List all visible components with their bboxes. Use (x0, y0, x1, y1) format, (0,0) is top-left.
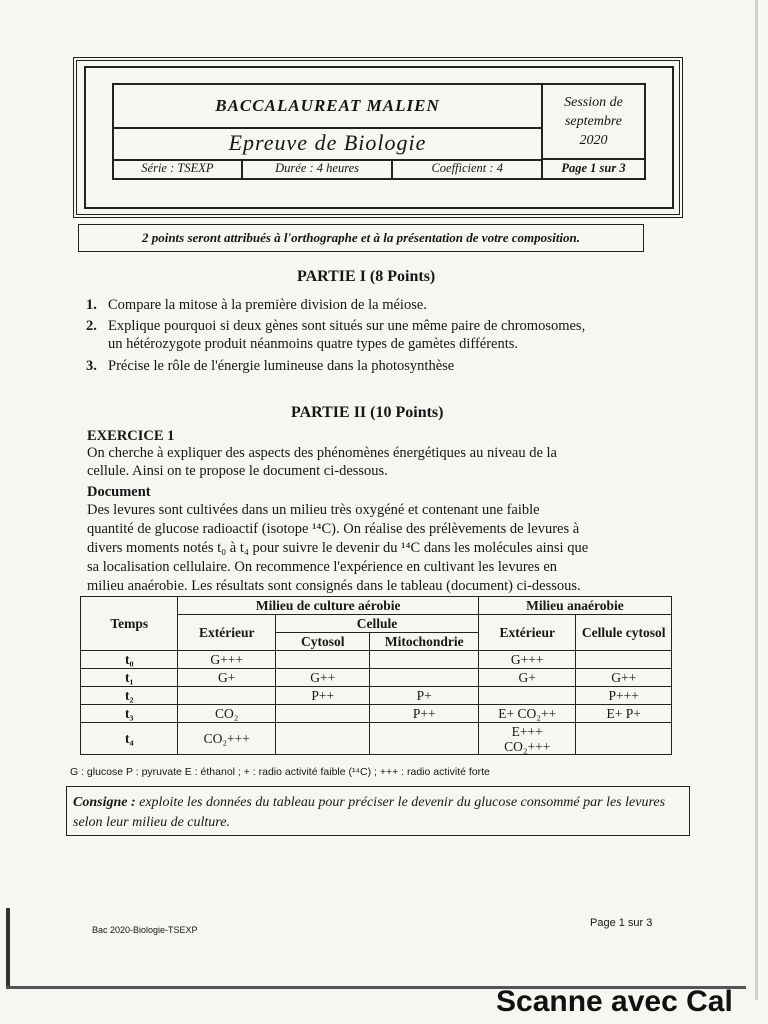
header-anaerobie: Milieu anaérobie (478, 597, 671, 615)
consigne-label: Consigne : (73, 795, 136, 810)
question-text: Compare la mitose à la première division de la méiose. (108, 297, 427, 313)
exterieur-anaerobie-cell: E+ CO₂++ (478, 705, 575, 723)
cytosol-cell: P++ (275, 687, 369, 705)
cytosol-cell: G++ (275, 669, 369, 687)
mitochondrie-cell (370, 651, 479, 669)
cytosol-anaerobie-cell: E+ P+ (576, 705, 672, 723)
question-text: Précise le rôle de l'énergie lumineuse dans la photosynthèse (108, 358, 455, 374)
header-right (543, 85, 644, 178)
session-line-3: 2020 (579, 133, 608, 148)
time-cell: t₃ (81, 705, 178, 723)
document-line-3: divers moments notés t₀ à t₄ pour suivre le devenir du ¹⁴C dans les molécules ainsi que (87, 540, 589, 556)
subject-title: Epreuve de Biologie (114, 127, 541, 161)
exterieur-cell: G+++ (178, 651, 275, 669)
exterieur-anaerobie-cell (478, 687, 575, 705)
session-line-1: Session de (564, 95, 623, 110)
cytosol-cell (275, 723, 369, 755)
question-number: 3. (86, 358, 97, 374)
cytosol-anaerobie-cell (576, 651, 672, 669)
cytosol-cell (275, 705, 369, 723)
header-cellule-cytosol: Cellule cytosol (576, 615, 672, 651)
document-line-5: milieu anaérobie. Les résultats sont consignés dans le tableau (document) ci-dessous. (87, 578, 581, 594)
intro-line-2: cellule. Ainsi on te propose le document ci-dessous. (87, 463, 388, 479)
header-aerobie: Milieu de culture aérobie (178, 597, 479, 615)
serie-label: Série : TSEXP (114, 159, 243, 178)
question-number: 1. (86, 297, 97, 313)
header-mitochondrie: Mitochondrie (370, 633, 479, 651)
results-table (80, 596, 672, 755)
table-row (81, 705, 672, 723)
mitochondrie-cell: P+ (370, 687, 479, 705)
question-2 (86, 316, 585, 336)
cytosol-anaerobie-cell: G++ (576, 669, 672, 687)
exterieur-cell: G+ (178, 669, 275, 687)
duration-label: Durée : 4 heures (243, 159, 394, 178)
mitochondrie-cell (370, 723, 479, 755)
document-line-4: sa localisation cellulaire. On recommence l'expérience en cultivant les levures en (87, 559, 558, 575)
part2-title: PARTIE II (10 Points) (291, 404, 444, 421)
exterieur-cell: CO₂ (178, 705, 275, 723)
question-text: Explique pourquoi si deux gènes sont situés sur une même paire de chromosomes, (108, 318, 586, 334)
time-cell: t₁ (81, 669, 178, 687)
table-row (81, 669, 672, 687)
table-row (81, 687, 672, 705)
scanner-watermark: Scanne avec Cal (496, 985, 733, 1018)
consigne-box (66, 786, 690, 836)
header-left (114, 85, 543, 178)
table-legend: G : glucose P : pyruvate E : éthanol ; + : radio activité faible (¹⁴C) ; +++ : radio activité forte (70, 766, 490, 778)
footer-page-number: Page 1 sur 3 (590, 917, 653, 929)
table-row (81, 723, 672, 755)
exterieur-cell (178, 687, 275, 705)
session-line-2: septembre (564, 114, 623, 129)
table-row (81, 651, 672, 669)
question-3 (86, 356, 454, 376)
question-1 (86, 295, 427, 315)
question-text: un hétérozygote produit néanmoins quatre types de gamètes différents. (108, 336, 519, 352)
mitochondrie-cell (370, 669, 479, 687)
time-cell: t₀ (81, 651, 178, 669)
question-2-cont (86, 334, 518, 354)
header-exterieur-2: Extérieur (478, 615, 575, 651)
time-cell: t₂ (81, 687, 178, 705)
intro-line-1: On cherche à expliquer des aspects des phénomènes énergétiques au niveau de la (87, 445, 557, 461)
question-number: 2. (86, 318, 97, 334)
exterieur-anaerobie-cell: G+++ (478, 651, 575, 669)
time-cell: t₄ (81, 723, 178, 755)
mitochondrie-cell: P++ (370, 705, 479, 723)
header-grid (112, 83, 646, 180)
document-title: Document (87, 484, 151, 500)
cytosol-anaerobie-cell (576, 723, 672, 755)
coefficient-label: Coefficient : 4 (431, 161, 503, 175)
header-exterieur: Extérieur (178, 615, 275, 651)
exam-meta-row (114, 159, 541, 178)
page-indicator: Page 1 sur 3 (561, 161, 626, 175)
cytosol-anaerobie-cell: P+++ (576, 687, 672, 705)
document-line-2: quantité de glucose radioactif (isotope ¹⁴C). On réalise des prélèvements de levures à (87, 521, 580, 537)
header-cytosol: Cytosol (275, 633, 369, 651)
part1-title: PARTIE I (8 Points) (297, 268, 436, 285)
header-temps: Temps (81, 597, 178, 651)
exterieur-cell: CO₂+++ (178, 723, 275, 755)
exercise-title: EXERCICE 1 (87, 428, 175, 444)
header-cellule: Cellule (275, 615, 478, 633)
session-box (543, 85, 644, 160)
exterieur-anaerobie-cell: E+++ CO₂+++ (478, 723, 575, 755)
spelling-notice: 2 points seront attribués à l'orthographe et à la présentation de votre composition. (78, 224, 644, 252)
scan-right-edge (755, 0, 758, 1000)
table-header-row (81, 597, 672, 615)
scan-edge-mark (6, 908, 10, 988)
footer-reference: Bac 2020-Biologie-TSEXP (92, 925, 198, 935)
exterieur-anaerobie-cell: G+ (478, 669, 575, 687)
exam-title: BACCALAUREAT MALIEN (114, 85, 541, 129)
document-line-1: Des levures sont cultivées dans un milieu très oxygéné et contenant une faible (87, 502, 540, 518)
consigne-text: exploite les données du tableau pour préciser le devenir du glucose consommé par les levures selon leur milieu de culture. (73, 795, 666, 830)
cytosol-cell (275, 651, 369, 669)
